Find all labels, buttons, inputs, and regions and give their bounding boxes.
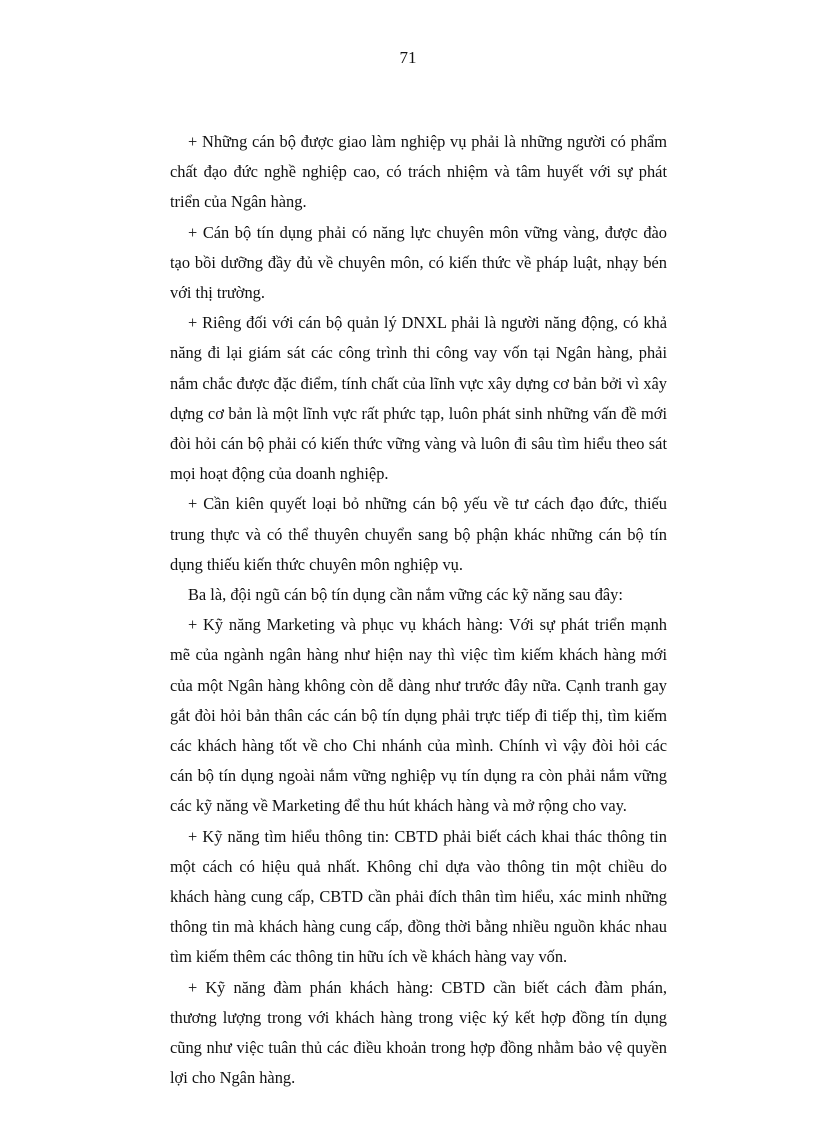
page-number: 71 [399,48,417,67]
paragraph-negotiation-skill: + Kỹ năng đàm phán khách hàng: CBTD cần biết cách đàm phán, thương lượng trong với khách hàng trong việc ký kết hợp đồng tín dụng cũng như việc tuân thủ các điều khoản trong hợp đồng nhằm bảo vệ quyền lợi cho Ngân hàng. [170,977,667,1088]
paragraph-skills-intro: Ba là, đội ngũ cán bộ tín dụng cần nắm vững các kỹ năng sau đây: [188,585,623,605]
paragraph-staff-ethics: + Những cán bộ được giao làm nghiệp vụ phải là những người có phẩm chất đạo đức nghề nghiệp cao, có trách nhiệm và tâm huyết với sự phát triển của Ngân hàng. [170,132,667,212]
paragraph-dnxl-manager: + Riêng đối với cán bộ quản lý DNXL phải là người năng động, có khả năng đi lại giám sát các công trình thi công vay vốn tại Ngân hàng, phải nắm chắc được đặc điểm, tính chất của lĩnh vực xây dựng cơ bản bởi vì xây dựng cơ bản là một lĩnh vực rất phức tạp, luôn phát sinh những vấn đề mới đòi hỏi cán bộ phải có kiến thức vững vàng và luôn đi sâu tìm hiểu theo sát mọi hoạt động của doanh nghiệp. [170,313,667,484]
body-text [170,127,667,1094]
paragraph-information-skill: + Kỹ năng tìm hiểu thông tin: CBTD phải biết cách khai thác thông tin một cách có hiệu quả nhất. Không chỉ dựa vào thông tin một chiều do khách hàng cung cấp, CBTD cần phải đích thân tìm hiểu, xác minh những thông tin mà khách hàng cung cấp, đồng thời bằng nhiều nguồn khác nhau tìm kiếm thêm các thông tin hữu ích về khách hàng vay vốn. [170,826,667,967]
paragraph-staff-competence: + Cán bộ tín dụng phải có năng lực chuyên môn vững vàng, được đào tạo bồi dưỡng đầy đủ về chuyên môn, có kiến thức về pháp luật, nhạy bén với thị trường. [170,222,667,303]
paragraph-marketing-skill: + Kỹ năng Marketing và phục vụ khách hàng: Với sự phát triển mạnh mẽ của ngành ngân hàng như hiện nay thì việc tìm kiếm khách hàng mới của một Ngân hàng không còn dễ dàng như trước đây nữa. Cạnh tranh gay gắt đòi hỏi bản thân các cán bộ tín dụng phải trực tiếp đi tiếp thị, tìm kiếm các khách hàng tốt về cho Chi nhánh của mình. Chính vì vậy đòi hỏi các cán bộ tín dụng ngoài nắm vững nghiệp vụ tín dụng ra còn phải nắm vững các kỹ năng về Marketing để thu hút khách hàng và mở rộng cho vay. [170,615,667,816]
paragraph-remove-weak-staff: + Cần kiên quyết loại bỏ những cán bộ yếu về tư cách đạo đức, thiếu trung thực và có thể thuyên chuyển sang bộ phận khác những cán bộ tín dụng thiếu kiến thức chuyên môn nghiệp vụ. [170,494,667,574]
